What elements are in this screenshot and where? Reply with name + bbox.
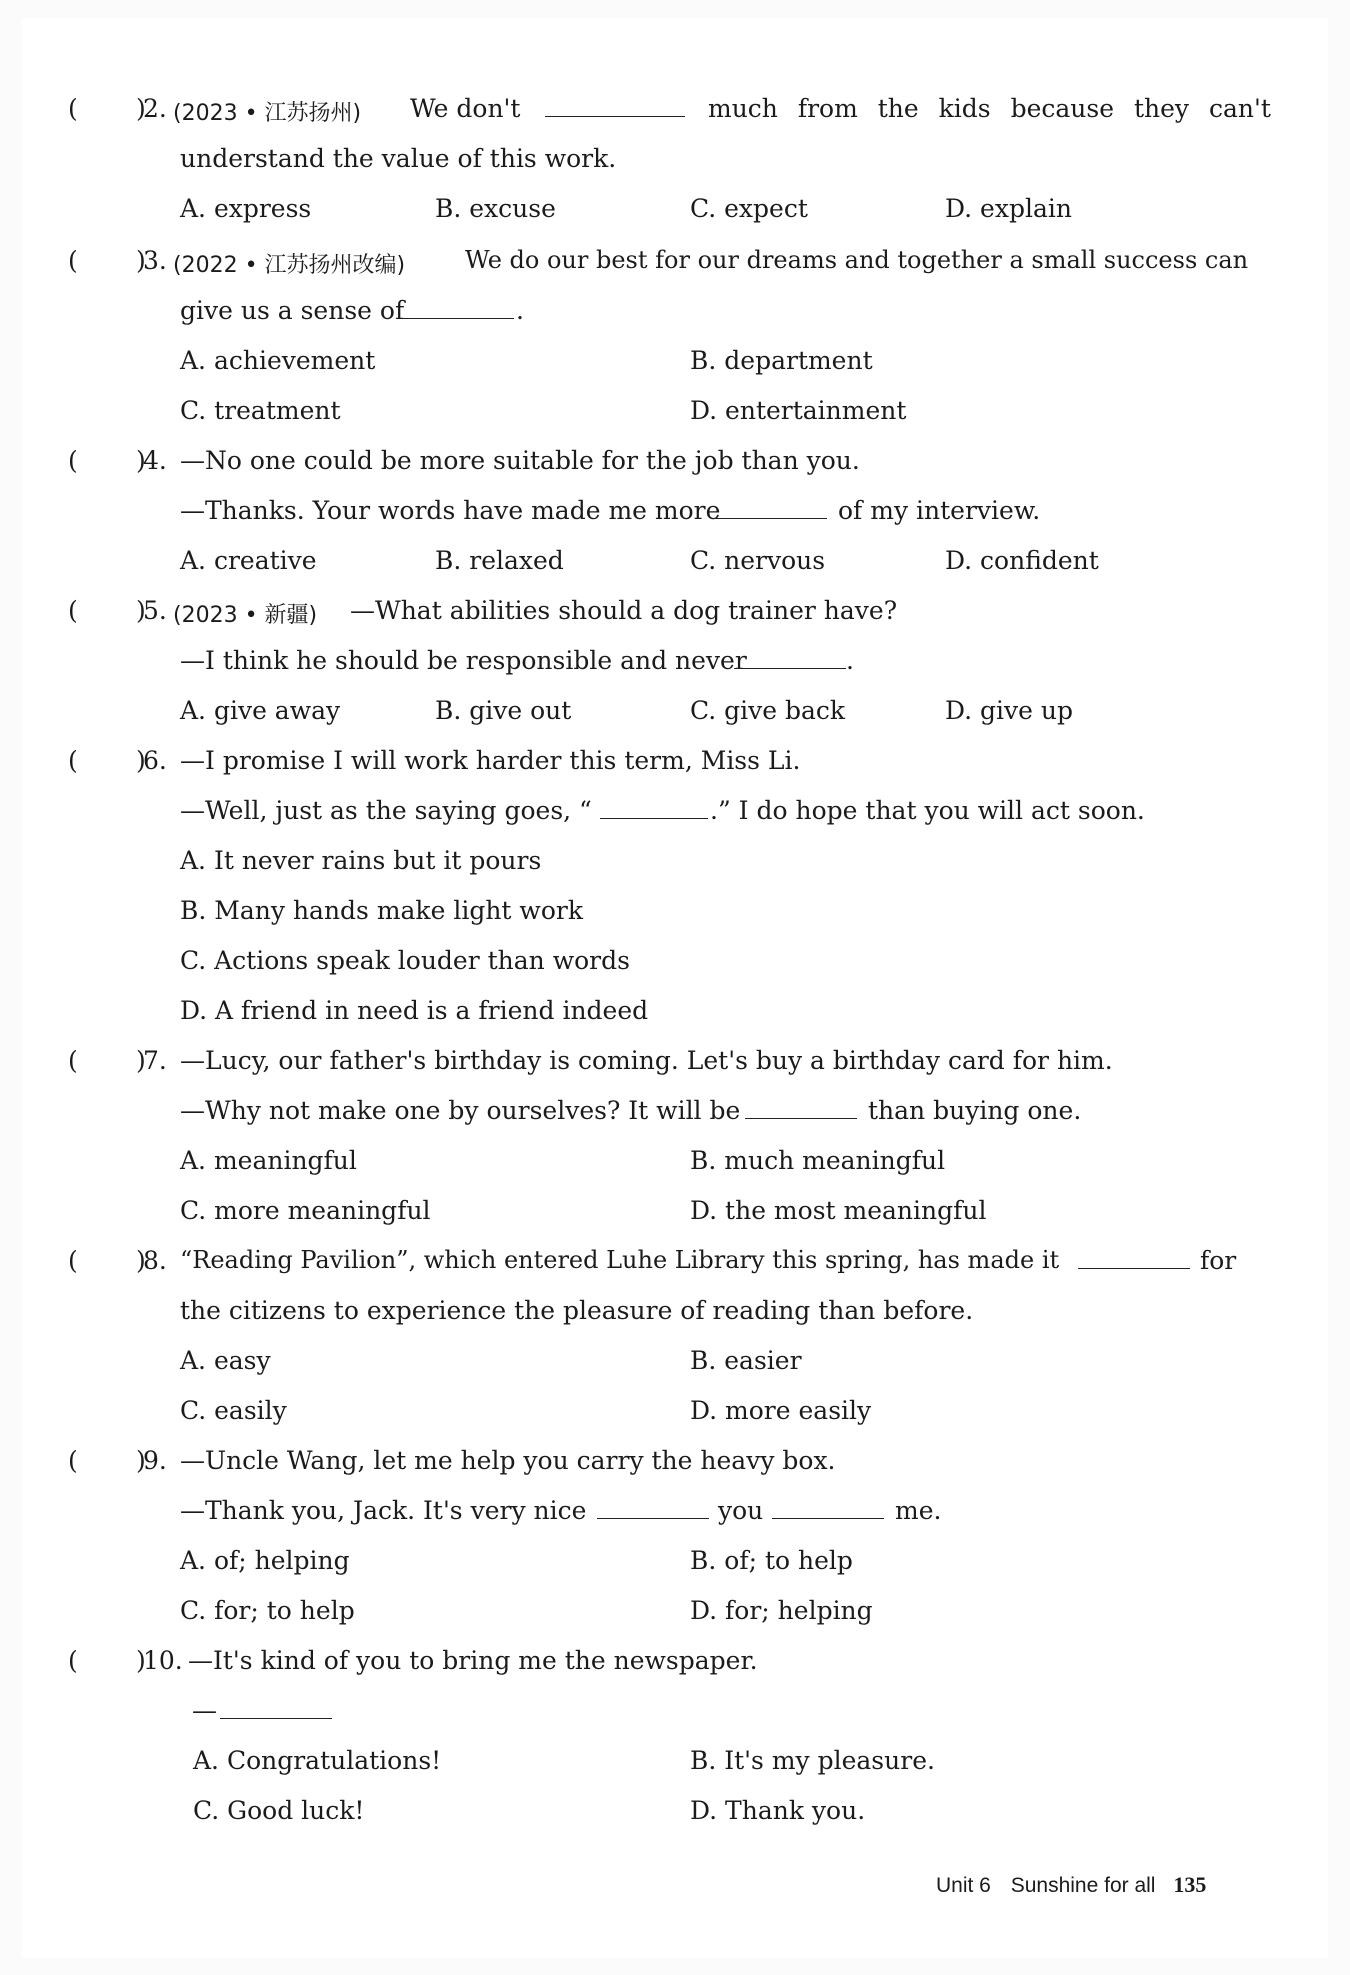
answer-paren-open: ( [68, 1446, 78, 1475]
answer-blank [220, 1696, 332, 1725]
page-number: 135 [1173, 1872, 1207, 1897]
option-a: A. It never rains but it pours [180, 846, 542, 875]
option-d: D. for; helping [690, 1596, 873, 1625]
option-c: C. Good luck! [193, 1796, 365, 1825]
option-b: B. of; to help [690, 1546, 853, 1575]
question-stem: —No one could be more suitable for the job than you. [180, 446, 860, 475]
question-stem-continued: —Thanks. Your words have made me more [180, 496, 721, 525]
footer-unit: Unit 6 [936, 1874, 991, 1897]
answer-paren-close: ) [136, 746, 146, 775]
option-d: D. A friend in need is a friend indeed [180, 996, 649, 1025]
question-stem-continued: —I think he should be responsible and never [180, 646, 747, 675]
answer-paren-open: ( [68, 94, 78, 123]
question-stem: —Lucy, our father's birthday is coming. Let's buy a birthday card for him. [180, 1046, 1113, 1075]
answer-paren-close: ) [136, 596, 146, 625]
question-number: 6. [143, 746, 167, 775]
question-number: 3. [143, 246, 167, 275]
answer-paren-open: ( [68, 246, 78, 275]
answer-blank [715, 496, 827, 525]
option-d: D. more easily [690, 1396, 872, 1425]
option-a: A. express [180, 194, 312, 223]
option-c: C. give back [690, 696, 846, 725]
option-b: B. give out [435, 696, 572, 725]
question-stem-continued: —Thank you, Jack. It's very nice [180, 1496, 587, 1525]
option-b: B. It's my pleasure. [690, 1746, 935, 1775]
answer-paren-open: ( [68, 1246, 78, 1275]
question-number: 4. [143, 446, 167, 475]
question-stem-continued: understand the value of this work. [180, 144, 617, 173]
option-a: A. Congratulations! [193, 1746, 442, 1775]
option-c: C. treatment [180, 396, 341, 425]
question-stem: We don't [410, 94, 521, 123]
option-d: D. the most meaningful [690, 1196, 987, 1225]
answer-paren-close: ) [136, 246, 146, 275]
option-a: A. achievement [180, 346, 376, 375]
question-stem: —What abilities should a dog trainer have? [350, 596, 898, 625]
answer-dash: — [192, 1696, 217, 1725]
option-a: A. meaningful [180, 1146, 357, 1175]
question-number: 10. [143, 1646, 183, 1675]
option-d: D. Thank you. [690, 1796, 866, 1825]
answer-paren-close: ) [136, 1246, 146, 1275]
answer-blank [402, 296, 514, 325]
question-stem-tail: . [516, 296, 524, 325]
question-stem-mid: you [718, 1496, 764, 1525]
answer-paren-open: ( [68, 746, 78, 775]
answer-paren-close: ) [136, 446, 146, 475]
question-stem: “Reading Pavilion”, which entered Luhe Library this spring, has made it [180, 1246, 1060, 1274]
option-b: B. Many hands make light work [180, 896, 583, 925]
option-a: A. easy [180, 1346, 271, 1375]
answer-paren-close: ) [136, 94, 146, 123]
answer-paren-close: ) [136, 1446, 146, 1475]
option-d: D. give up [945, 696, 1074, 725]
option-d: D. explain [945, 194, 1072, 223]
question-stem-tail: than buying one. [868, 1096, 1082, 1125]
option-b: B. easier [690, 1346, 802, 1375]
answer-paren-open: ( [68, 596, 78, 625]
question-stem: —It's kind of you to bring me the newspaper. [188, 1646, 758, 1675]
question-number: 7. [143, 1046, 167, 1075]
question-stem-continued: —Well, just as the saying goes, “ [180, 796, 592, 825]
option-c: C. nervous [690, 546, 826, 575]
question-stem-tail: . [846, 646, 854, 675]
option-a: A. give away [180, 696, 341, 725]
question-stem-continued: give us a sense of [180, 296, 405, 325]
question-source: (2023 • 新疆) [173, 603, 318, 628]
question-stem: —I promise I will work harder this term, Miss Li. [180, 746, 801, 775]
question-stem-tail: me. [895, 1496, 942, 1525]
option-b: B. excuse [435, 194, 556, 223]
answer-paren-open: ( [68, 1046, 78, 1075]
answer-blank-2 [772, 1496, 884, 1525]
option-c: C. for; to help [180, 1596, 355, 1625]
question-number: 2. [143, 94, 167, 123]
option-c: C. easily [180, 1396, 287, 1425]
answer-blank [600, 796, 708, 825]
answer-blank [1078, 1246, 1190, 1275]
option-b: B. much meaningful [690, 1146, 946, 1175]
question-stem-tail: of my interview. [838, 496, 1041, 525]
page-footer [936, 1872, 1206, 1898]
option-b: B. department [690, 346, 873, 375]
option-c: C. more meaningful [180, 1196, 431, 1225]
option-a: A. creative [180, 546, 317, 575]
answer-blank-1 [597, 1496, 709, 1525]
option-b: B. relaxed [435, 546, 564, 575]
option-d: D. entertainment [690, 396, 907, 425]
question-stem-continued: —Why not make one by ourselves? It will be [180, 1096, 741, 1125]
answer-blank [734, 646, 846, 675]
question-stem-tail: .” I do hope that you will act soon. [710, 796, 1145, 825]
answer-paren-close: ) [136, 1046, 146, 1075]
question-source: (2023 • 江苏扬州) [173, 101, 362, 126]
option-a: A. of; helping [180, 1546, 350, 1575]
question-stem-continued: the citizens to experience the pleasure of reading than before. [180, 1296, 974, 1325]
footer-title: Sunshine for all [1010, 1874, 1156, 1897]
question-number: 8. [143, 1246, 167, 1275]
option-c: C. Actions speak louder than words [180, 946, 630, 975]
answer-blank [745, 1096, 857, 1125]
question-stem: —Uncle Wang, let me help you carry the heavy box. [180, 1446, 836, 1475]
question-source: (2022 • 江苏扬州改编) [173, 253, 406, 278]
option-c: C. expect [690, 194, 808, 223]
answer-blank [545, 94, 685, 123]
question-number: 9. [143, 1446, 167, 1475]
question-stem-tail: for [1200, 1246, 1237, 1275]
question-stem-tail: much from the kids because they can't [708, 94, 1271, 123]
question-stem: We do our best for our dreams and together a small success can [465, 246, 1249, 274]
answer-paren-open: ( [68, 1646, 78, 1675]
answer-paren-open: ( [68, 446, 78, 475]
answer-paren-close: ) [136, 1646, 146, 1675]
option-d: D. confident [945, 546, 1099, 575]
question-number: 5. [143, 596, 167, 625]
